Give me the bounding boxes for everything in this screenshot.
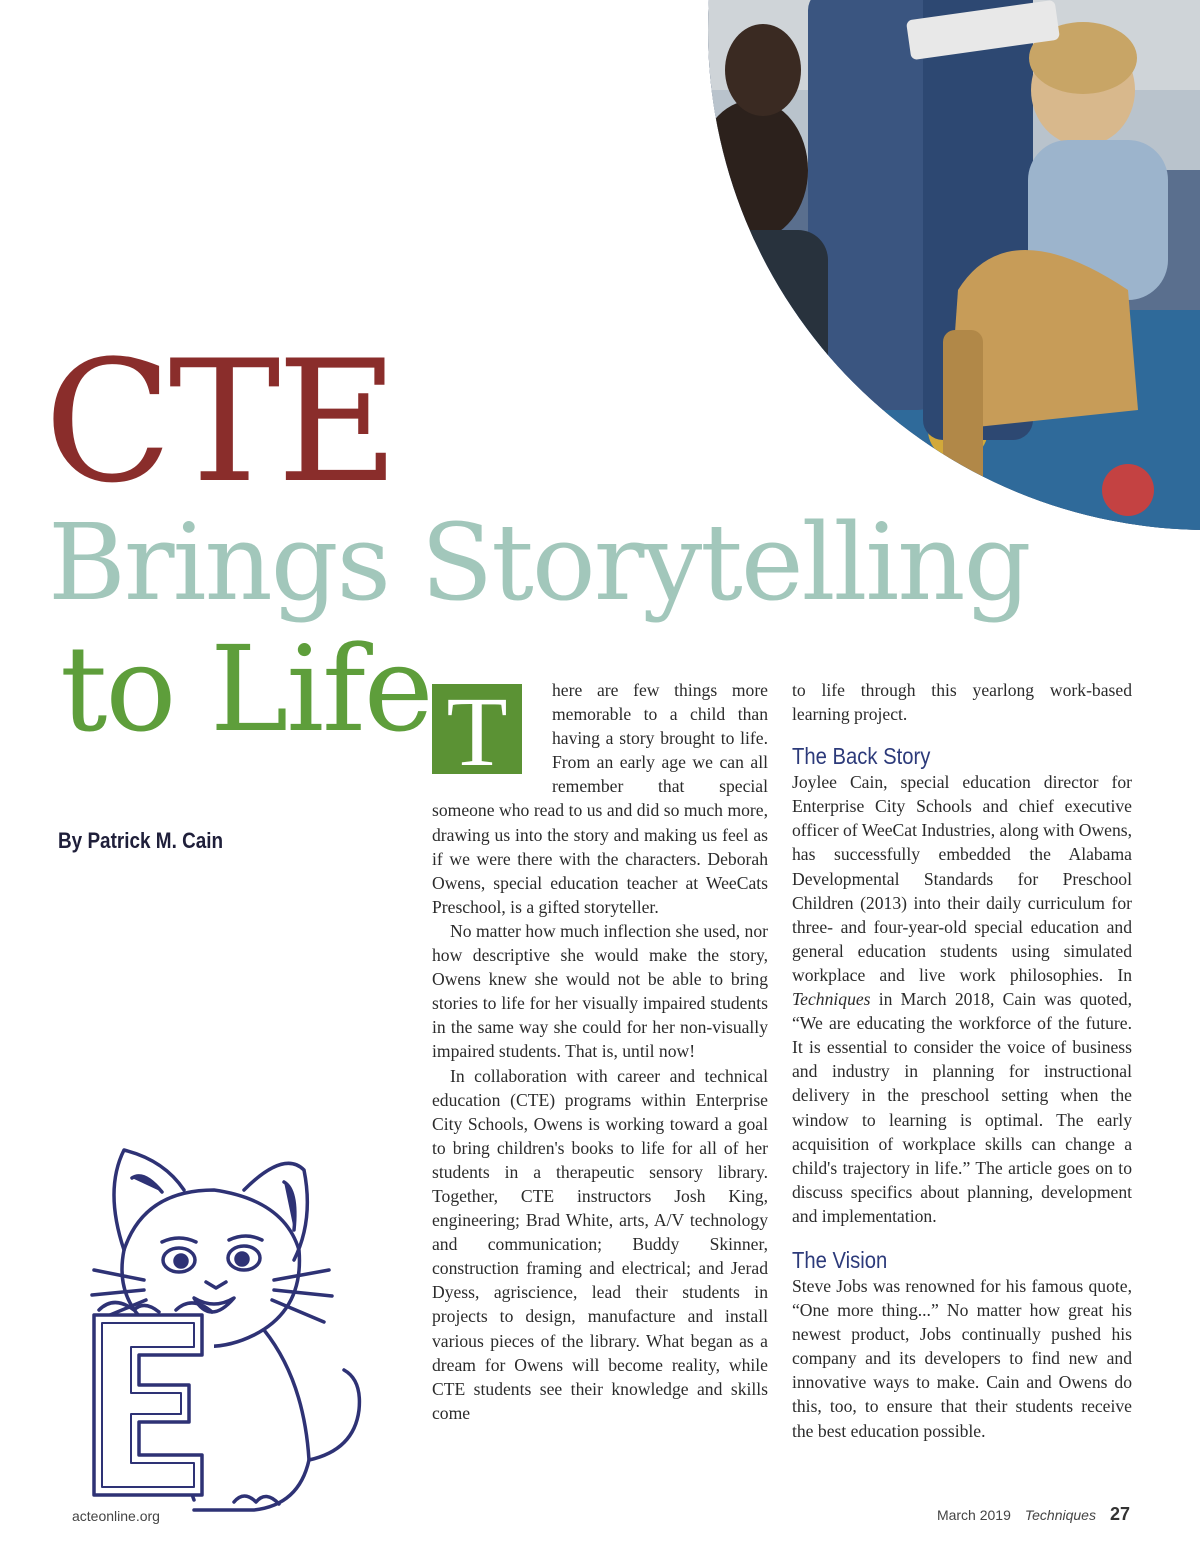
title-to-life: to Life <box>60 620 432 758</box>
paragraph-intro-text: here are few things more memorable to a child than having a story brought to life. From an early age we can all remember that special someone who read to us and did so much more, drawing us into the story and making us feel as if we were there with the characters. Deborah Owens, special education teacher at WeeCats Preschool, is a gifted storyteller. <box>432 680 768 917</box>
page-number: 27 <box>1109 1504 1130 1524</box>
classroom-photo <box>708 0 1200 530</box>
footer-magazine-name: Techniques <box>1024 1507 1096 1523</box>
drop-cap: T <box>432 684 522 774</box>
title-brings-storytelling: Brings Storytelling <box>48 501 1030 624</box>
paragraph-collaboration: In collaboration with career and technical education (CTE) programs within Enterprise City Schools, Owens is working toward a goal to bring children's books to life for all of her students in a therapeutic sensory library. Together, CTE instructors Josh King, engineering; Brad White, arts, A/V technology and communication; Buddy Skinner, construction framing and electrical; and Jerad Dyess, agriscience, lead their students in projects to design, manufacture and install various pieces of the library. What began as a dream for Owens will become reality, while CTE students see their knowledge and skills come <box>432 1065 768 1423</box>
paragraph-vision: Steve Jobs was renowned for his famous quote, “One more thing...” No matter how great his newest product, Jobs continually pushed his company and its developers to find new and innovative ways to make. Cain and Owens do this, too, to ensure that their students receive the best education possible. <box>792 1275 1132 1441</box>
paragraph-back-story <box>792 770 1132 1228</box>
title-cte: CTE <box>44 324 396 520</box>
footer-date: March 2019 <box>936 1507 1011 1523</box>
footer-site-url[interactable]: acteonline.org <box>72 1508 160 1524</box>
back-story-text-a: Joylee Cain, special education director for Enterprise City Schools and chief executive officer of WeeCat Industries, along with Owens, has successfully embedded the Alabama Developmental Standards for Preschool Children (2013) into their daily curriculum for three- and four-year-old special education and general education students using simulated workplace and live work philosophies. In <box>792 772 1132 985</box>
footer-issue-info <box>937 1504 1130 1525</box>
byline: By Patrick M. Cain <box>58 828 224 853</box>
heading-vision: The Vision <box>792 1246 888 1273</box>
back-story-magazine-title: Techniques <box>792 989 871 1010</box>
article-column-1 <box>432 678 768 1425</box>
weecat-mascot-illustration <box>84 1130 374 1520</box>
heading-back-story: The Back Story <box>792 743 931 770</box>
article-column-2 <box>792 678 1132 1443</box>
paragraph-continued: to life through this yearlong work-based learning project. <box>792 680 1132 725</box>
paragraph-inflection: No matter how much inflection she used, nor how descriptive she would make the story, Owens knew she would not be able to bring stories to life for her visually impaired students in the same way she could for her non-visually impaired students. That is, until now! <box>432 920 768 1062</box>
paragraph-intro <box>432 678 768 919</box>
back-story-text-b: in March 2018, Cain was quoted, “We are educating the workforce of the future. It is essential to consider the voice of business and industry in planning for instructional delivery in the preschool setting when the window to learning is optimal. The early acquisition of workplace skills can change a child's trajectory in life.” The article goes on to discuss specifics about planning, development and implementation. <box>792 989 1132 1226</box>
